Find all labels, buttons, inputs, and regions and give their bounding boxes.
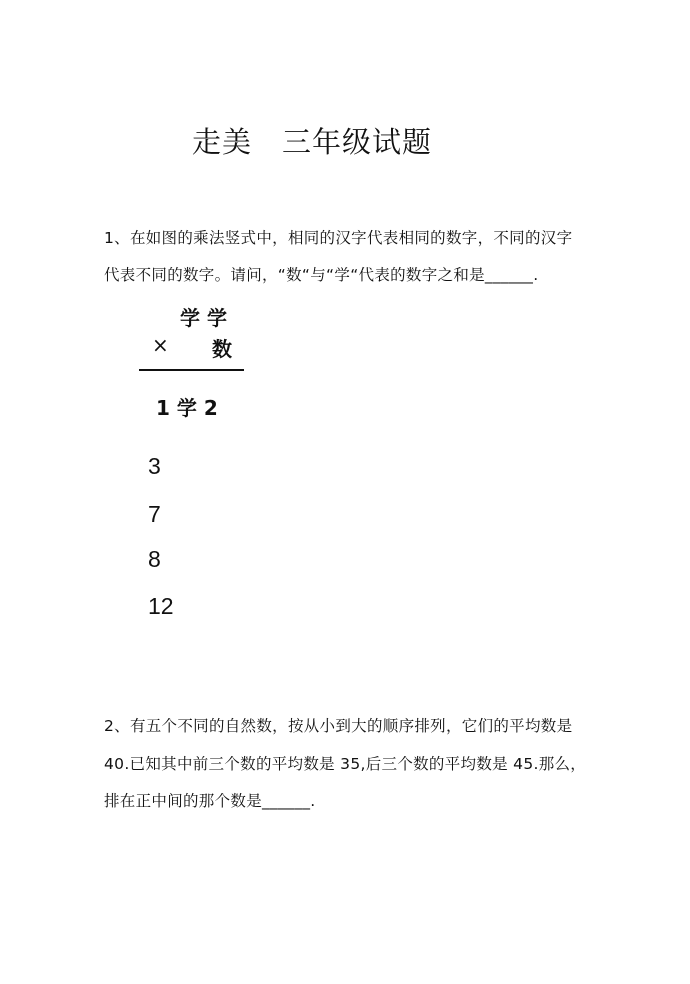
product-rule-line xyxy=(139,369,244,371)
question-2-line-3: 排在正中间的那个数是______. xyxy=(104,792,316,810)
multiplier: 数 xyxy=(212,337,232,361)
option-a: 3 xyxy=(148,453,161,479)
page-title: 走美 三年级试题 xyxy=(192,125,433,159)
question-2-line-1: 2、有五个不同的自然数，按从小到大的顺序排列，它们的平均数是 xyxy=(104,717,573,735)
question-2-line-2: 40.已知其中前三个数的平均数是 35,后三个数的平均数是 45.那么， xyxy=(104,755,587,773)
option-b: 7 xyxy=(148,501,161,527)
multiplicand: 学 学 xyxy=(180,306,227,330)
option-d: 12 xyxy=(148,593,174,619)
option-c: 8 xyxy=(148,546,161,572)
question-1-line-1: 1、在如图的乘法竖式中，相同的汉字代表相同的数字，不同的汉字 xyxy=(104,229,573,247)
product: 1 学 2 xyxy=(156,396,218,420)
times-sign: × xyxy=(152,333,169,357)
question-1-line-2: 代表不同的数字。请问，“数“与“学“代表的数字之和是______. xyxy=(104,266,539,284)
